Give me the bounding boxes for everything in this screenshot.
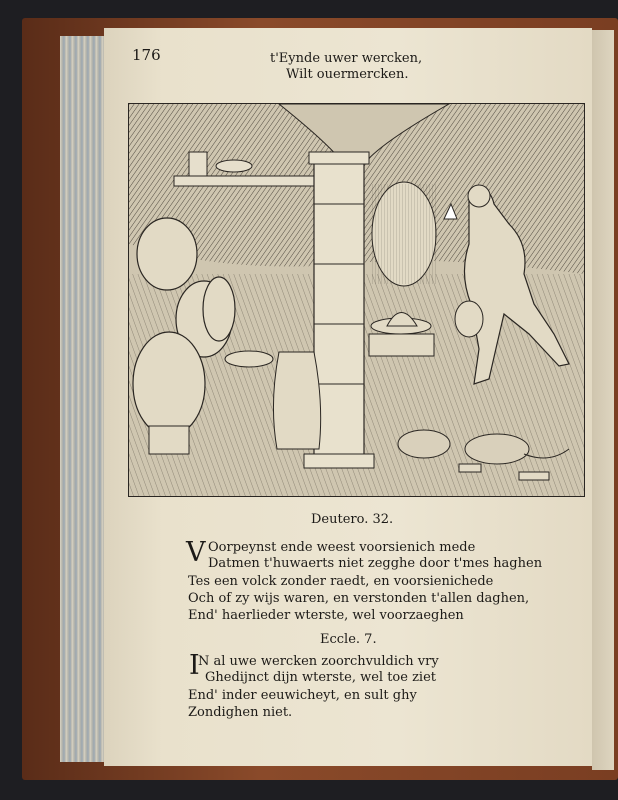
facing-page-edge [592, 30, 614, 770]
stanza2-line-2: Ghedijnct dijn wterste, wel toe ziet [205, 670, 437, 685]
stanza1-line-3: Tes een volck zonder raedt, en voorsienichede [188, 574, 494, 589]
page-edges [60, 36, 110, 762]
stanza2-line-4: Zondighen niet. [188, 705, 293, 720]
stanza1-line-4: Och of zy wijs waren, en verstonden t'allen daghen, [188, 591, 530, 606]
stanza2-dropcap: I [189, 650, 200, 681]
engraving-cellar-scene-icon [129, 104, 584, 496]
page-number: 176 [132, 46, 161, 64]
stanza2-reference: Eccle. 7. [320, 632, 377, 647]
stanza1-line-5: End' haerlieder wterste, wel voorzaeghen [188, 608, 464, 623]
motto-line-1: t'Eynde uwer wercken, [270, 51, 423, 66]
stanza1-line-2: Datmen t'huwaerts niet zegghe door t'mes haghen [208, 556, 543, 571]
engraving-illustration [128, 103, 585, 497]
motto-line-2: Wilt ouermercken. [286, 67, 409, 82]
stanza1-line-1: Oorpeynst ende weest voorsienich mede [208, 540, 476, 555]
stanza2-line-1: N al uwe wercken zoorchvuldich vry [198, 654, 439, 669]
stanza1-reference: Deutero. 32. [311, 512, 394, 527]
stanza1-dropcap: V [186, 537, 206, 568]
stanza2-line-3: End' inder eeuwicheyt, en sult ghy [188, 688, 417, 703]
